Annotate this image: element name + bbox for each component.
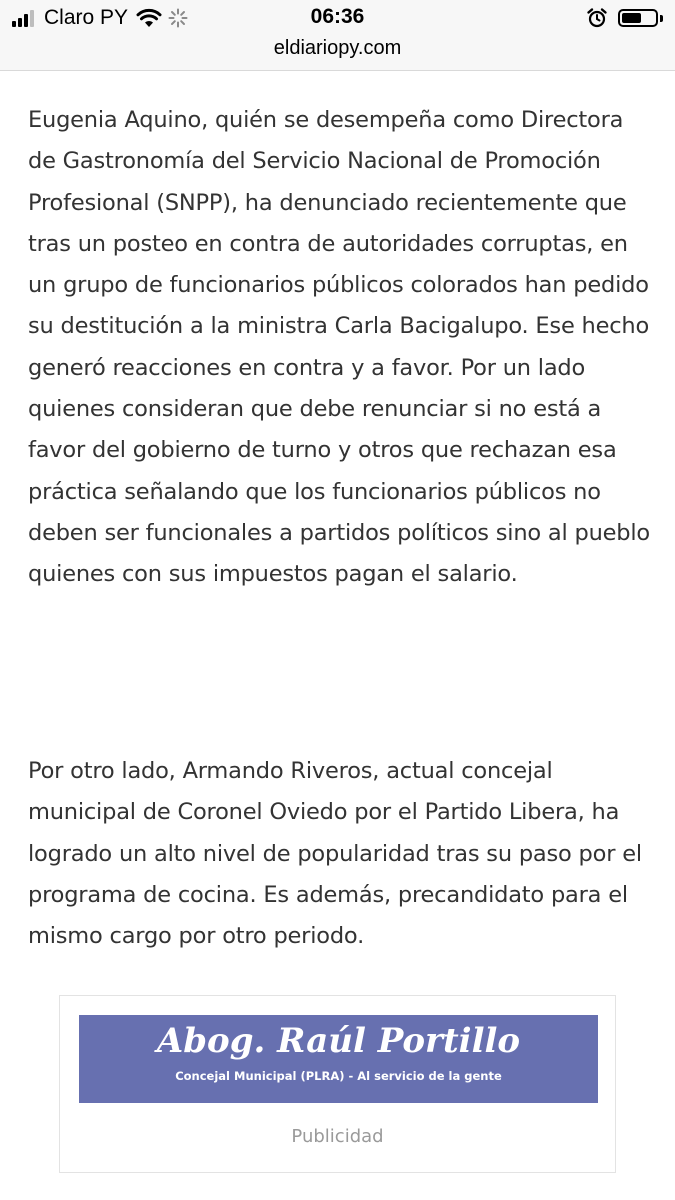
carrier-name: Claro PY <box>44 6 129 29</box>
battery-icon <box>618 9 658 27</box>
article-paragraph-1: Eugenia Aquino, quién se desempeña como Directora de Gastronomía del Servicio Nacional de Promoción Profesional (SNPP), ha denunciado recientemente que tras un posteo en contra de autoridades corruptas, en un grupo de funcionarios públicos colorados han pedido su destitución a la ministra Carla Bacigalupo. Ese hecho generó reacciones en contra y a favor. Por un lado quienes consideran que debe renunciar si no está a favor del gobierno de turno y otros que rechazan esa práctica señalando que los funcionarios públicos no deben ser funcionales a partidos políticos sino al pueblo quienes con sus impuestos pagan el salario. <box>28 107 650 588</box>
ad-subtitle: Concejal Municipal (PLRA) - Al servicio de la gente <box>175 1069 502 1083</box>
status-bar <box>0 0 675 71</box>
status-right <box>586 6 663 30</box>
alarm-clock-icon <box>586 7 608 29</box>
advertisement <box>59 995 616 1173</box>
address-bar-url[interactable]: eldiariopy.com <box>273 37 402 59</box>
article-paragraph-2: Por otro lado, Armando Riveros, actual concejal municipal de Coronel Oviedo por el Partido Libera, ha logrado un alto nivel de popularidad tras su paso por el programa de cocina. Es además, precandidato para el mismo cargo por otro periodo. <box>28 758 642 950</box>
ad-caption: Publicidad <box>291 1126 384 1147</box>
ad-banner[interactable] <box>79 1015 598 1103</box>
status-time: 06:36 <box>310 5 365 28</box>
ad-title: Abog. Raúl Portillo <box>156 1021 521 1061</box>
battery-tip <box>660 15 663 22</box>
